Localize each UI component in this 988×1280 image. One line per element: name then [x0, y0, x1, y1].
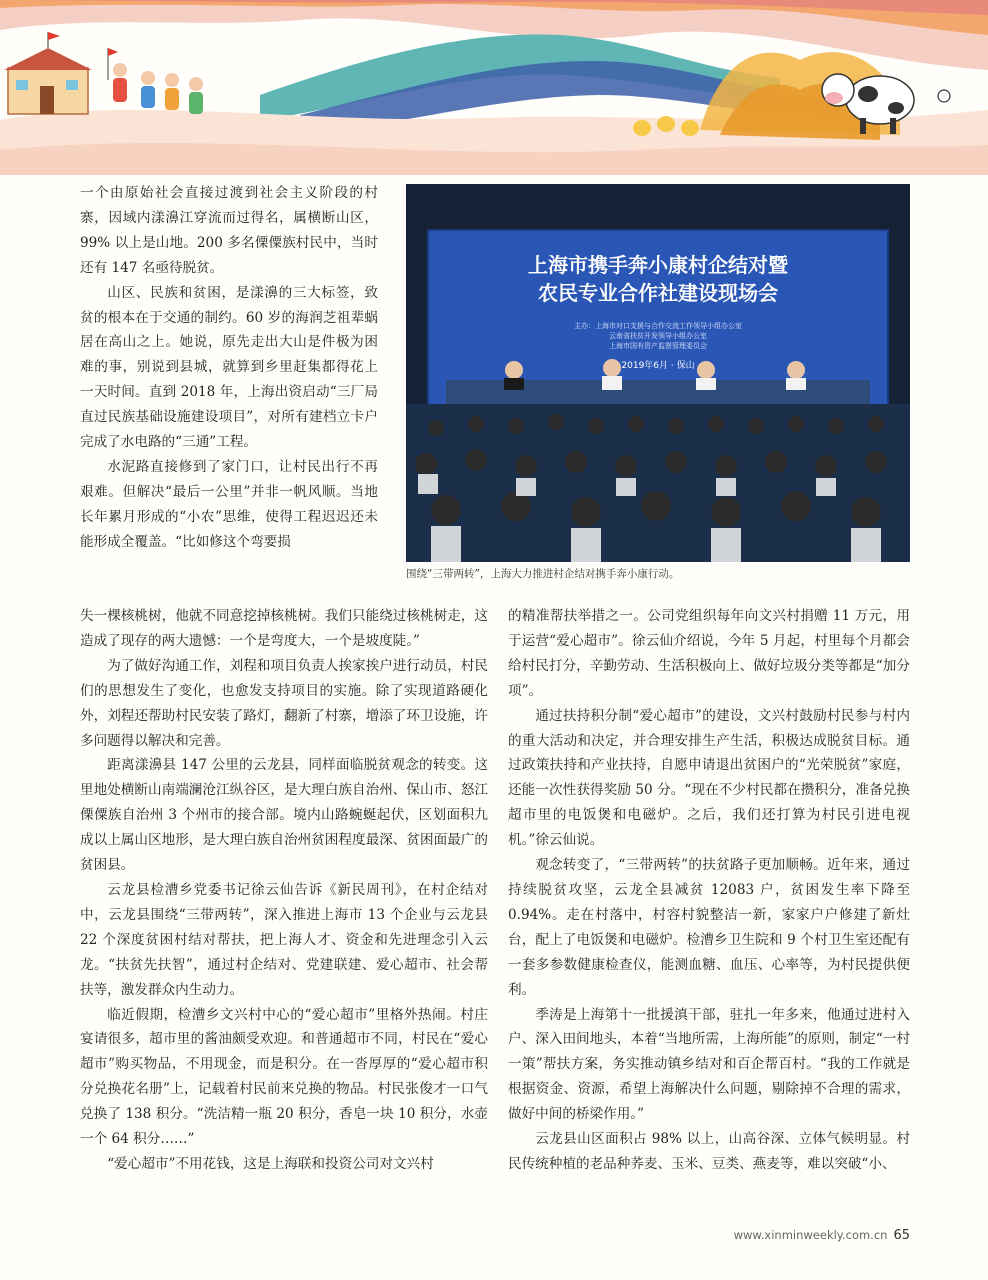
screen-date: 2019年6月 · 保山	[621, 361, 695, 371]
paragraph-1: 一个由原始社会直接过渡到社会主义阶段的村寨，因域内漾濞江穿流而过得名，属横断山区，99% 以上是山地。200 多名傈僳族村民中，当时还有 147 名亟待脱贫。	[80, 185, 378, 276]
screen-title-line1: 上海市携手奔小康村企结对暨	[528, 253, 788, 277]
header-artwork	[0, 0, 988, 175]
screen-sub1: 主办：上海市对口支援与合作交流工作领导小组办公室	[574, 322, 742, 330]
paragraph-12: 云龙县山区面积占 98% 以上，山高谷深、立体气候明显。村民传统种植的老品种荞麦、玉米、豆类、燕麦等，难以突破“小、	[508, 1131, 910, 1172]
paragraph-3: 水泥路直接修到了家门口，让村民出行不再艰难。但解决“最后一公里”并非一帆风顺。当地长年累月形成的“小农”思维，使得工程迟迟还未能形成全覆盖。“比如修这个弯要损	[80, 458, 378, 550]
paragraph-10: 观念转变了，“三带两转”的扶贫路子更加顺畅。近年来，通过持续脱贫攻坚，云龙全县减贫 12083 户，贫困发生率下降至 0.94%。走在村落中，村容村貌整洁一新，家家户户修建了新灶台，配上了电饭煲和电磁炉。检漕乡卫生院和 9 个村卫生室还配有一套多参数健康检查仪，能测血糖、血压、心率等，为村民提供便利。	[508, 857, 910, 998]
site-url: www.xinminweekly.com.cn	[733, 1228, 888, 1242]
paragraph-8: “爱心超市”不用花钱，这是上海联和投资公司对文兴村	[107, 1155, 434, 1172]
paragraph-2: 山区、民族和贫困，是漾濞的三大标签，致贫的根本在于交通的制约。60 岁的海润芝祖辈蜗居在高山之上。她说，原先走出大山是件极为困难的事，别说到县城，就算到乡里赶集都得花上一天时间。直到 2018 年，上海出资启动“三厂局直过民族基础设施建设项目”，对所有建档立卡户完成了水电路的“三通”工程。	[80, 284, 378, 451]
paragraph-7: 临近假期，检漕乡文兴村中心的“爱心超市”里格外热闹。村庄宴请很多，超市里的酱油颇受欢迎。和普通超市不同，村民在“爱心超市”购买物品，不用现金，而是积分。在一沓厚厚的“爱心超市积分兑换花名册”上，记载着村民前来兑换的物品。村民张俊才一口气兑换了 138 积分。“洗洁精一瓶 20 积分，香皂一块 10 积分，水壶一个 64 积分……”	[80, 1006, 488, 1148]
photo-caption: 围绕“三带两转”，上海大力推进村企结对携手奔小康行动。	[406, 568, 680, 580]
header-illustration	[0, 0, 988, 175]
screen-sub2: 云南省扶贫开发领导小组办公室	[609, 332, 707, 340]
paragraph-3-continued: 失一棵核桃树，他就不同意挖掉核桃树。我们只能绕过核桃树走，这造成了现存的两大遗憾：一个是弯度大，一个是坡度陡。”	[80, 608, 488, 649]
screen-title-line2: 农民专业合作社建设现场会	[538, 281, 778, 305]
paragraph-6: 云龙县检漕乡党委书记徐云仙告诉《新民周刊》，在村企结对中，云龙县围绕“三带两转”，深入推进上海市 13 个企业与云龙县 22 个深度贫困村结对帮扶，把上海人才、资金和先进理念引入云龙。“扶贫先扶智”，通过村企结对、党建联建、爱心超市、社会帮扶等，激发群众内生动力。	[80, 881, 488, 998]
article-column-left-top	[80, 181, 378, 555]
article-column-left-bottom	[80, 604, 488, 1177]
paragraph-4: 为了做好沟通工作，刘程和项目负责人挨家挨户进行动员，村民们的思想发生了变化，也愈发支持项目的实施。除了实现道路硬化外，刘程还帮助村民安装了路灯，翻新了村寨，增添了环卫设施，许多问题得以解决和完善。	[80, 657, 488, 749]
paragraph-5: 距离漾濞县 147 公里的云龙县，同样面临脱贫观念的转变。这里地处横断山南端澜沧江纵谷区，是大理白族自治州、保山市、怒江傈僳族自治州 3 个州市的接合部。境内山路蜿蜒起伏，区划面积九成以上属山区地形，是大理白族自治州贫困程度最深、贫困面最广的贫困县。	[80, 757, 488, 874]
paragraph-9: 通过扶持积分制“爱心超市”的建设，文兴村鼓励村民参与村内的重大活动和决定，并合理安排生产生活，积极达成脱贫目标。通过政策扶持和产业扶持，自愿申请退出贫困户的“光荣脱贫”家庭，还能一次性获得奖励 50 分。“现在不少村民都在攒积分，准备兑换超市里的电饭煲和电磁炉。之后，我们还打算为村民引进电视机。”徐云仙说。	[508, 707, 910, 849]
screen-sub3: 上海市国有资产监督管理委员会	[609, 342, 707, 350]
page-footer	[734, 1228, 910, 1243]
page-number: 65	[893, 1228, 910, 1243]
article-column-right	[508, 604, 910, 1177]
paragraph-8-continued: 的精准帮扶举措之一。公司党组织每年向文兴村捐赠 11 万元，用于运营“爱心超市”。徐云仙介绍说，今年 5 月起，村里每个月都会给村民打分，辛勤劳动、生活积极向上、做好垃圾分类等都是“加分项”。	[508, 608, 910, 699]
conference-photo	[406, 184, 910, 562]
paragraph-11: 季涛是上海第十一批援滇干部，驻扎一年多来，他通过进村入户、深入田间地头，本着“当地所需，上海所能”的原则，制定“一村一策”帮扶方案，务实推动镇乡结对和百企帮百村。“我的工作就是根据资金、资源，希望上海解决什么问题，剔除掉不合理的需求，做好中间的桥梁作用。”	[508, 1006, 910, 1123]
